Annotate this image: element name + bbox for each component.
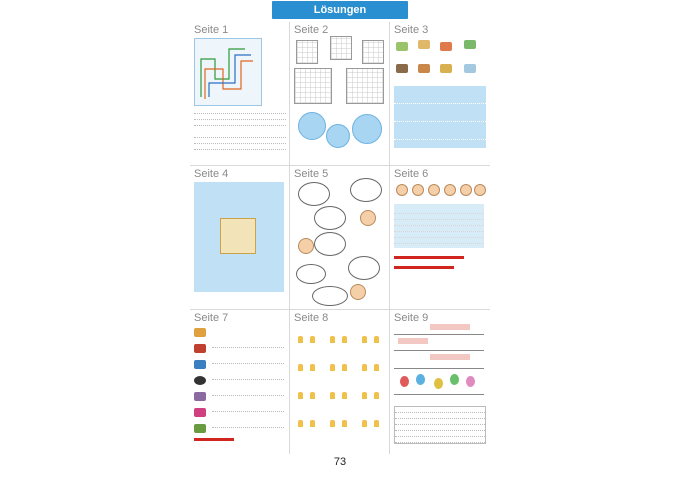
puzzle-grid xyxy=(362,40,384,64)
speech-bubble xyxy=(312,286,348,306)
path-maze-figure xyxy=(194,38,262,106)
ice-cream-icon xyxy=(310,420,315,427)
number-line xyxy=(394,334,484,335)
section-title: Seite 9 xyxy=(394,312,429,324)
item-icon xyxy=(194,328,206,337)
puzzle-grid xyxy=(294,68,332,104)
ice-cream-icon xyxy=(362,420,367,427)
section-title: Seite 8 xyxy=(294,312,329,324)
animal-icon xyxy=(464,40,476,49)
ice-cream-icon xyxy=(330,420,335,427)
speech-bubble xyxy=(296,264,326,284)
item-icon xyxy=(194,392,206,401)
speech-bubble xyxy=(314,232,346,256)
balloon-icon xyxy=(434,378,443,389)
ice-cream-icon xyxy=(374,420,379,427)
number-wheel xyxy=(326,124,350,148)
solutions-grid xyxy=(190,22,490,454)
number-line xyxy=(394,394,484,395)
section-seite-9 xyxy=(390,310,490,454)
child-face-icon xyxy=(428,184,440,196)
animal-icon xyxy=(418,40,430,49)
page-number: 73 xyxy=(333,456,347,468)
answer-line xyxy=(194,438,234,441)
ice-cream-icon xyxy=(374,336,379,343)
balloon-icon xyxy=(416,374,425,385)
child-face-icon xyxy=(298,238,314,254)
ice-cream-icon xyxy=(374,392,379,399)
section-seite-6 xyxy=(390,166,490,310)
ice-cream-icon xyxy=(298,364,303,371)
section-title: Seite 4 xyxy=(194,168,229,180)
child-face-icon xyxy=(444,184,456,196)
calculation-rows xyxy=(212,332,284,428)
animal-pictures xyxy=(394,38,486,82)
ice-cream-icon xyxy=(374,364,379,371)
ice-cream-icon xyxy=(298,392,303,399)
speech-bubble xyxy=(314,206,346,230)
section-seite-3 xyxy=(390,22,490,166)
ice-cream-icon xyxy=(330,364,335,371)
labyrinth-figure xyxy=(220,218,256,254)
answer-line xyxy=(394,266,454,269)
section-seite-2 xyxy=(290,22,390,166)
ice-cream-icon xyxy=(342,420,347,427)
ice-cream-icon xyxy=(310,364,315,371)
puzzle-grid xyxy=(296,40,318,64)
balloon-icon xyxy=(400,376,409,387)
number-wheel xyxy=(298,112,326,140)
speech-bubble xyxy=(348,256,380,280)
animal-icon xyxy=(464,64,476,73)
number-rows xyxy=(194,108,286,150)
section-seite-8 xyxy=(290,310,390,454)
section-title: Seite 6 xyxy=(394,168,429,180)
section-title: Seite 5 xyxy=(294,168,329,180)
section-title: Seite 2 xyxy=(294,24,329,36)
maze-paths-illustration xyxy=(195,39,261,105)
puzzle-grid xyxy=(346,68,384,104)
ice-cream-icon xyxy=(330,392,335,399)
child-face-icon xyxy=(350,284,366,300)
place-value-table xyxy=(394,406,486,444)
ice-cream-icon xyxy=(362,364,367,371)
number-wheel xyxy=(352,114,382,144)
child-face-icon xyxy=(360,210,376,226)
item-icon xyxy=(194,360,206,369)
balloon-icon xyxy=(450,374,459,385)
animal-icon xyxy=(418,64,430,73)
ice-cream-icon xyxy=(330,336,335,343)
number-band xyxy=(430,324,470,330)
ice-cream-icon xyxy=(362,336,367,343)
ice-cream-icon xyxy=(362,392,367,399)
number-band xyxy=(430,354,470,360)
section-title: Seite 3 xyxy=(394,24,429,36)
child-face-icon xyxy=(460,184,472,196)
animal-icon xyxy=(396,42,408,51)
section-title: Seite 1 xyxy=(194,24,229,36)
child-face-icon xyxy=(412,184,424,196)
section-seite-7 xyxy=(190,310,290,454)
animal-icon xyxy=(440,64,452,73)
item-icon xyxy=(194,408,206,417)
section-seite-5 xyxy=(290,166,390,310)
balloon-icon xyxy=(466,376,475,387)
calculation-maze xyxy=(194,182,284,292)
speech-bubble xyxy=(350,178,382,202)
puzzle-grid xyxy=(330,36,352,60)
solutions-header: Lösungen xyxy=(272,1,408,19)
number-band xyxy=(398,338,428,344)
ice-cream-icon xyxy=(342,336,347,343)
speech-bubble xyxy=(298,182,330,206)
animal-icon xyxy=(396,64,408,73)
answer-line xyxy=(394,256,464,259)
ice-cream-icon xyxy=(298,420,303,427)
ice-cream-icon xyxy=(310,392,315,399)
ball-icon xyxy=(194,376,206,385)
ice-cream-icon xyxy=(342,364,347,371)
ice-cream-icon xyxy=(310,336,315,343)
ice-cream-icon xyxy=(342,392,347,399)
child-face-icon xyxy=(474,184,486,196)
section-seite-4 xyxy=(190,166,290,310)
section-title: Seite 7 xyxy=(194,312,229,324)
item-icon xyxy=(194,344,206,353)
number-line xyxy=(394,350,484,351)
weight-table xyxy=(394,204,484,248)
animal-icon xyxy=(440,42,452,51)
child-face-icon xyxy=(396,184,408,196)
ice-cream-icon xyxy=(298,336,303,343)
number-line xyxy=(394,368,484,369)
section-seite-1 xyxy=(190,22,290,166)
item-icon xyxy=(194,424,206,433)
answer-table xyxy=(394,86,486,148)
